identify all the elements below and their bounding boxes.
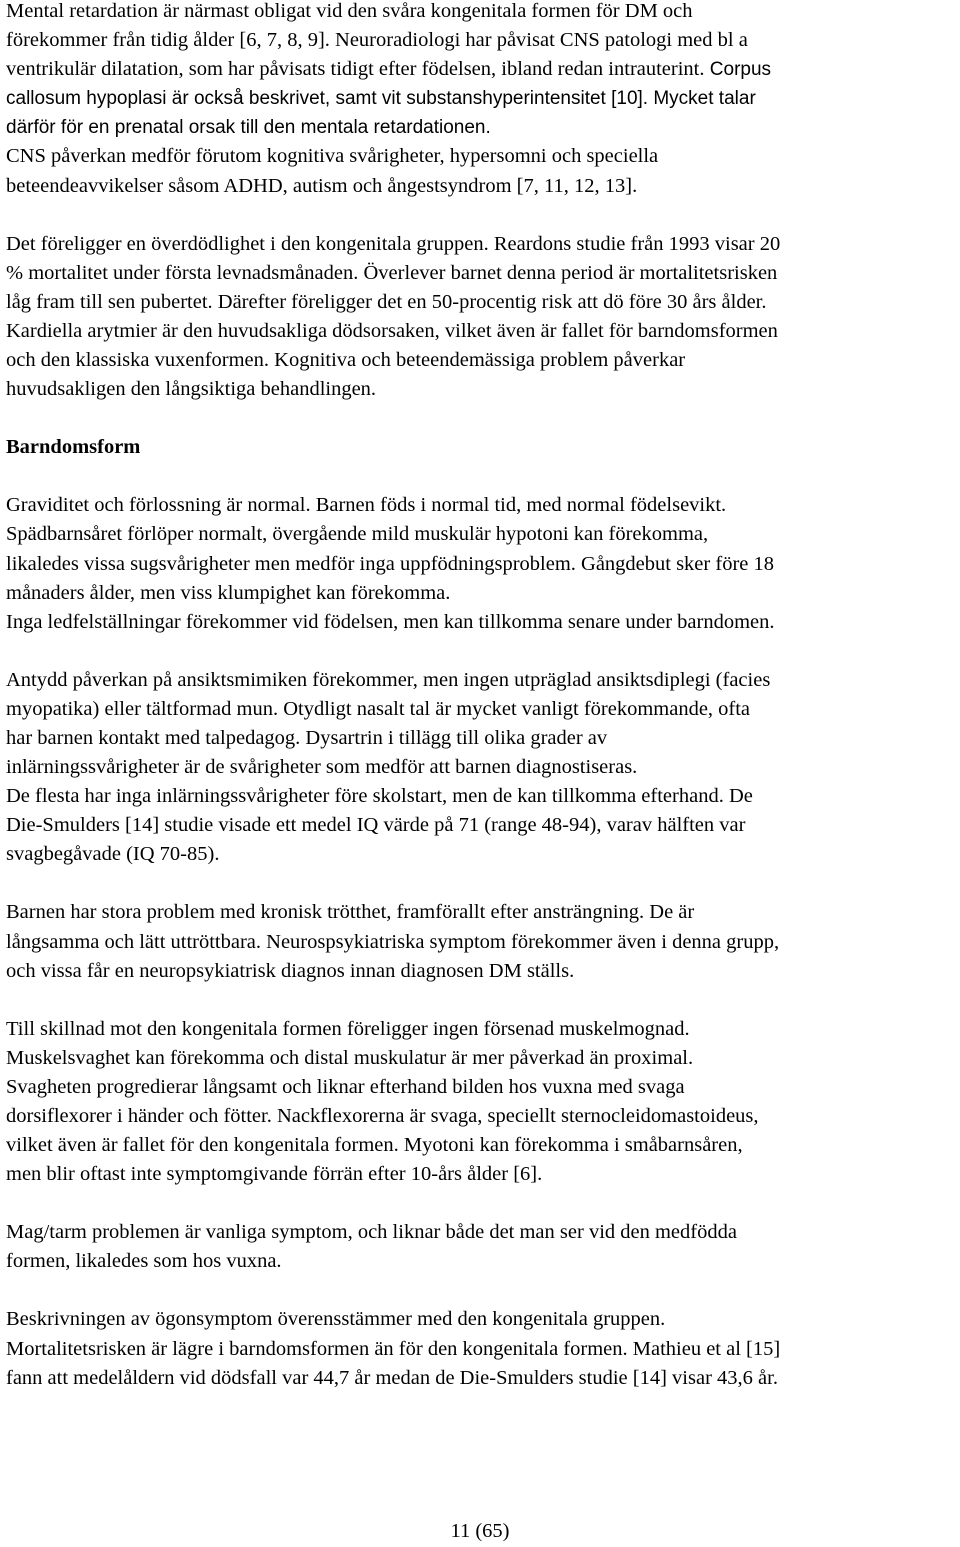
text-line: Spädbarnsåret förlöper normalt, övergående mild muskulär hypotoni kan förekomma, xyxy=(6,523,709,546)
text-line: Det föreligger en överdödlighet i den kongenitala gruppen. Reardons studie från 1993 visar 20 xyxy=(6,232,781,255)
text-line xyxy=(6,84,958,113)
paragraph-eye-mortality xyxy=(6,1305,958,1392)
text-line: dorsiflexorer i händer och fötter. Nackflexorerna är svaga, speciellt sternocleidomastoideus, xyxy=(6,1105,759,1127)
text-line: Till skillnad mot den kongenitala formen föreligger ingen försenad muskelmognad. xyxy=(6,1017,690,1040)
document-page xyxy=(6,0,958,1393)
text-segment: Corpus xyxy=(704,59,772,81)
text-line: månaders ålder, men viss klumpighet kan förekomma. xyxy=(6,581,451,604)
text-line: vilket även är fallet för den kongenitala formen. Myotoni kan förekomma i småbarnsåren, xyxy=(6,1134,743,1157)
text-line: Beskrivningen av ögonsymptom överensstämmer med den kongenitala gruppen. xyxy=(6,1308,666,1331)
text-line: förekommer från tidig ålder [6, 7, 8, 9]. Neuroradiologi har påvisat CNS patologi med bl a xyxy=(6,29,748,52)
text-line: Barnen har stora problem med kronisk trötthet, framförallt efter ansträngning. De är xyxy=(6,901,695,924)
paragraph-intellectual-disability xyxy=(6,0,958,201)
text-line: Antydd påverkan på ansiktsmimiken förekommer, men ingen utpräglad ansiktsdiplegi (facies xyxy=(6,668,771,691)
text-line: De flesta har inga inlärningssvårigheter före skolstart, men de kan tillkomma efterhand. De xyxy=(6,785,753,808)
text-line: CNS påverkan medför förutom kognitiva svårigheter, hypersomni och speciella xyxy=(6,145,659,168)
text-line: långsamma och lätt uttröttbara. Neurospsykiatriska symptom förekommer även i denna grupp, xyxy=(6,930,780,953)
section-heading: Barndomsform xyxy=(6,436,141,459)
paragraph-facial-speech xyxy=(6,666,958,870)
text-line: Graviditet och förlossning är normal. Barnen föds i normal tid, med normal födelsevikt. xyxy=(6,494,727,517)
text-segment: ventrikulär dilatation, som har påvisats tidigt efter födelsen, ibland redan intrauterint. xyxy=(6,58,705,81)
text-line: huvudsakligen den långsiktiga behandlingen. xyxy=(6,378,377,401)
text-line: därför för en prenatal orsak till den mentala retardationen. xyxy=(6,117,491,139)
text-line: låg fram till sen pubertet. Därefter föreligger det en 50-procentig risk att dö före 30 års ålder. xyxy=(6,290,767,313)
page-number: 11 (65) xyxy=(450,1520,510,1542)
text-line: likaledes vissa sugsvårigheter men medför inga uppfödningsproblem. Gångdebut sker före 18 xyxy=(6,552,774,575)
text-line: har barnen kontakt med talpedagog. Dysartrin i tillägg till olika grader av xyxy=(6,726,608,749)
text-line xyxy=(6,55,958,84)
text-line: Mortalitetsrisken är lägre i barndomsformen än för den kongenitala formen. Mathieu et al [15] xyxy=(6,1337,781,1360)
paragraph-spacer xyxy=(6,1189,958,1218)
paragraph-spacer xyxy=(6,869,958,898)
text-line: myopatika) eller tältformad mun. Otydligt nasalt tal är mycket vanligt förekommande, ofta xyxy=(6,697,751,720)
text-line: fann att medelåldern vid dödsfall var 44,7 år medan de Die-Smulders studie [14] visar 43,6 år. xyxy=(6,1366,778,1389)
paragraph-spacer xyxy=(6,462,958,491)
paragraph-spacer xyxy=(6,986,958,1015)
paragraph-gastrointestinal xyxy=(6,1218,958,1276)
text-line: % mortalitet under första levnadsmånaden. Överlever barnet denna period är mortalitetsrisken xyxy=(6,261,778,284)
text-segment: Mycket talar xyxy=(648,88,756,110)
text-line: Kardiella arytmier är den huvudsakliga dödsorsaken, vilket även är fallet för barndomsformen xyxy=(6,319,778,342)
text-line: Mag/tarm problemen är vanliga symptom, och liknar både det man ser vid den medfödda xyxy=(6,1221,737,1244)
text-line: svagbegåvade (IQ 70-85). xyxy=(6,843,220,866)
paragraph-spacer xyxy=(6,201,958,230)
paragraph-mortality xyxy=(6,230,958,405)
text-line: och vissa får en neuropsykiatrisk diagnos innan diagnosen DM ställs. xyxy=(6,959,575,982)
paragraph-spacer xyxy=(6,404,958,433)
paragraph-spacer xyxy=(6,1276,958,1305)
text-line: och den klassiska vuxenformen. Kognitiva och beteendemässiga problem påverkar xyxy=(6,349,686,372)
paragraph-spacer xyxy=(6,637,958,666)
paragraph-fatigue xyxy=(6,898,958,985)
text-line: Svagheten progredierar långsamt och liknar efterhand bilden hos vuxna med svaga xyxy=(6,1075,685,1098)
text-line: Mental retardation är närmast obligat vid den svåra kongenitala formen för DM och xyxy=(6,0,693,22)
paragraph-pregnancy-infancy xyxy=(6,491,958,636)
text-line: Inga ledfelställningar förekommer vid födelsen, men kan tillkomma senare under barndomen. xyxy=(6,610,775,633)
text-line: men blir oftast inte symptomgivande förrän efter 10-års ålder [6]. xyxy=(6,1163,543,1186)
text-line: Muskelsvaghet kan förekomma och distal muskulatur är mer påverkad än proximal. xyxy=(6,1046,694,1069)
text-line: Die-Smulders [14] studie visade ett medel IQ värde på 71 (range 48-94), varav hälften var xyxy=(6,814,746,837)
text-line: beteendeavvikelser såsom ADHD, autism och ångestsyndrom [7, 11, 12, 13]. xyxy=(6,174,638,197)
text-segment: callosum hypoplasi är också beskrivet, samt vit substanshyperintensitet [10]. xyxy=(6,88,649,110)
text-line: formen, likaledes som hos vuxna. xyxy=(6,1250,282,1273)
text-line: inlärningssvårigheter är de svårigheter som medför att barnen diagnostiseras. xyxy=(6,756,638,779)
paragraph-muscle-weakness xyxy=(6,1015,958,1190)
